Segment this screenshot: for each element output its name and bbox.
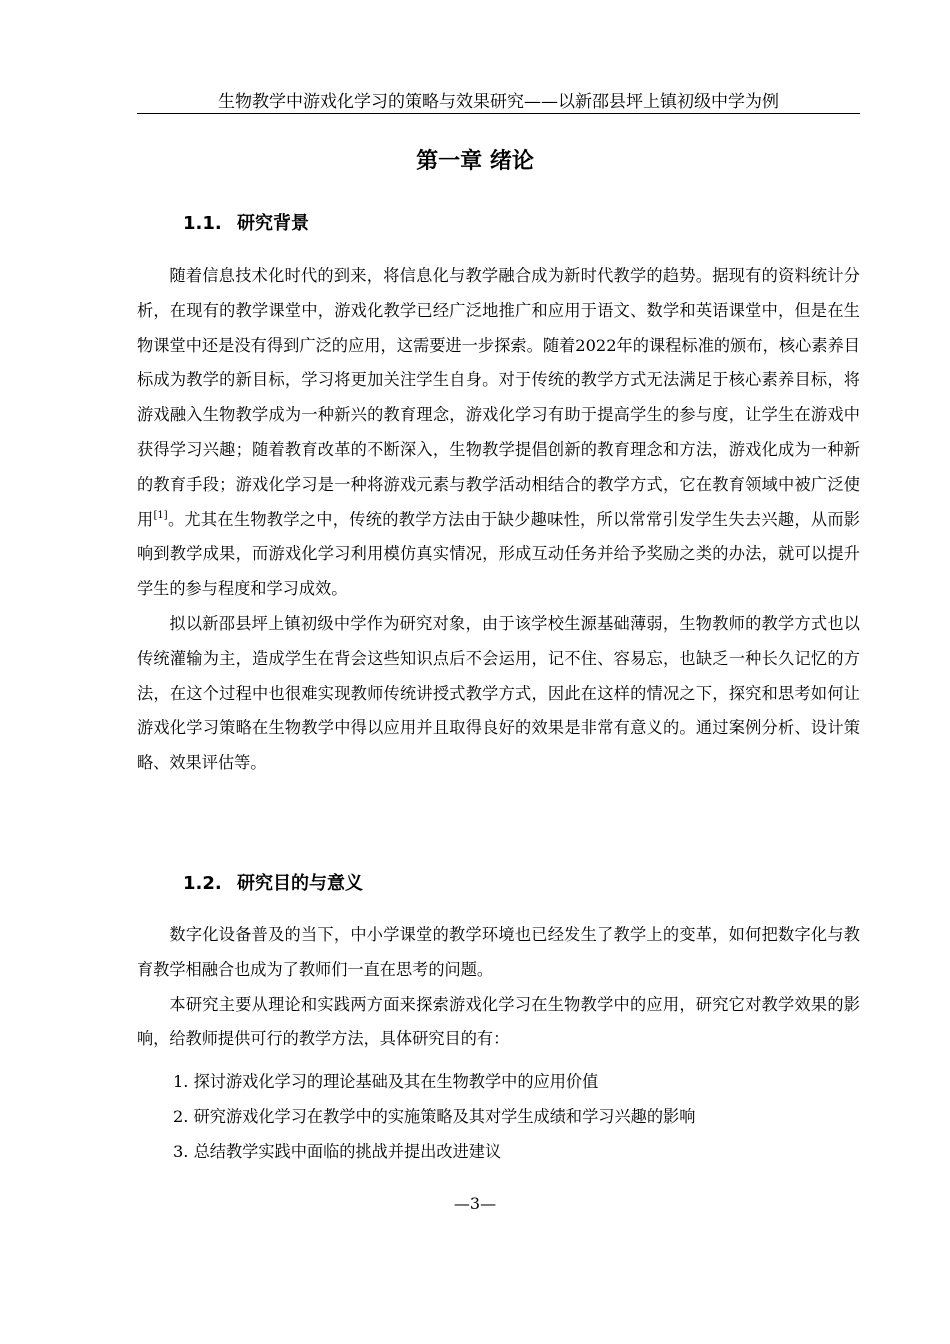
paragraph-text: 随着信息技术化时代的到来，将信息化与教学融合成为新时代教学的趋势。据现有的资料统计分析，在现有的教学课堂中，游戏化教学已经广泛地推广和应用于语文、数学和英语课堂中，但是在生物课堂中还是没有得到广泛的应用，这需要进一步探索。随着2022年的课程标准的颁布，核心素养目标成为教学的新目标，学习将更加关注学生自身。对于传统的教学方式无法满足于核心素养目标，将游戏融入生物教学成为一种新兴的教育理念，游戏化学习有助于提高学生的参与度，让学生在游戏中获得学习兴趣；随着教育改革的不断深入，生物教学提倡创新的教育理念和方法，游戏化成为一种新的教育手段；游戏化学习是一种将游戏元素与教学活动相结合的教学方式，它在教育领域中被广泛使用 [137,266,860,529]
section-heading-1-1 [183,210,309,238]
section-1-2-body [137,918,860,1057]
chapter-title: 第一章 绪论 [416,149,534,174]
list-item: 3. 总结教学实践中面临的挑战并提出改进建议 [173,1141,502,1161]
section-heading-1-2 [183,870,363,898]
running-header: 生物教学中游戏化学习的策略与效果研究——以新邵县坪上镇初级中学为例 [218,92,779,112]
paragraph: 数字化设备普及的当下，中小学课堂的教学环境也已经发生了教学上的变革，如何把数字化与教育教学相融合也成为了教师们一直在思考的问题。 [137,925,860,979]
section-1-1-body [137,259,860,781]
list-item: 1. 探讨游戏化学习的理论基础及其在生物教学中的应用价值 [173,1072,599,1091]
page-number: —3— [453,1194,497,1213]
paragraph: 拟以新邵县坪上镇初级中学作为研究对象，由于该学校生源基础薄弱，生物教师的教学方式也以传统灌输为主，造成学生在背会这些知识点后不会运用，记不住、容易忘，也缺乏一种长久记忆的方法，在这个过程中也很难实现教师传统讲授式教学方式，因此在这样的情况之下，探究和思考如何让游戏化学习策略在生物教学中得以应用并且取得良好的效果是非常有意义的。通过案例分析、设计策略、效果评估等。 [137,613,860,773]
paragraph: 本研究主要从理论和实践两方面来探索游戏化学习在生物教学中的应用，研究它对教学效果的影响，给教师提供可行的教学方法，具体研究目的有： [137,994,860,1049]
section-number: 1.1. [183,213,222,234]
citation-ref[interactable]: [1] [153,509,168,521]
objectives-list [137,1065,860,1169]
header-rule [137,113,860,114]
section-number: 1.2. [183,873,222,894]
section-title: 研究目的与意义 [237,873,363,894]
section-title: 研究背景 [237,213,309,234]
paragraph [137,259,860,607]
paragraph-text: 。尤其在生物教学之中，传统的教学方法由于缺少趣味性，所以常常引发学生失去兴趣，从而影响到教学成果，而游戏化学习利用模仿真实情况，形成互动任务并给予奖励之类的办法，就可以提升学生的参与程度和学习成效。 [137,509,860,599]
list-item: 2. 研究游戏化学习在教学中的实施策略及其对学生成绩和学习兴趣的影响 [173,1106,696,1126]
